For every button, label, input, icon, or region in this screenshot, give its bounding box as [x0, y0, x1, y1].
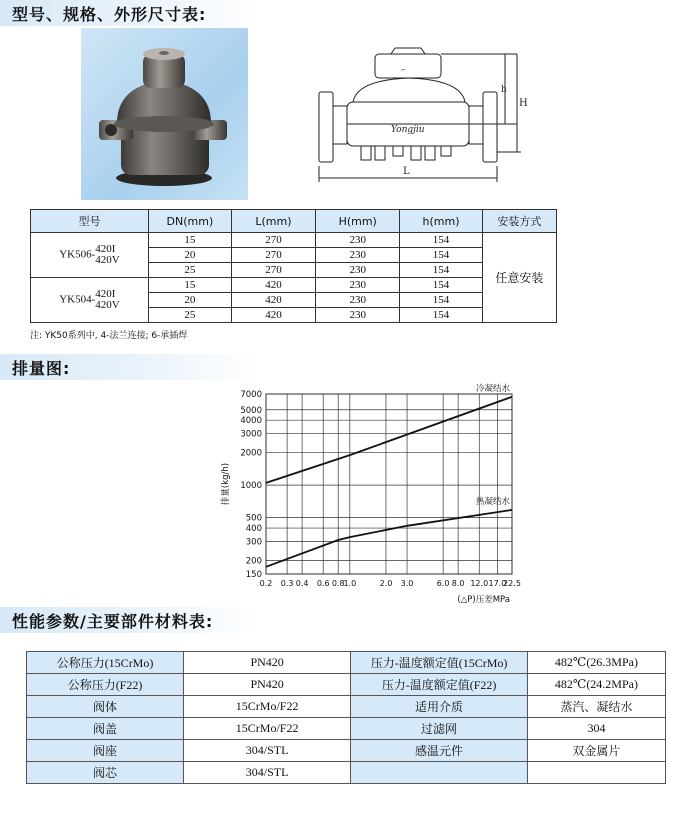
dim-H-label: H: [519, 98, 528, 109]
cell-dn: 25: [148, 308, 231, 323]
cell-dn: 20: [148, 293, 231, 308]
svg-text:⌐: ⌐: [401, 67, 407, 74]
perf-label: [351, 762, 528, 784]
dim-h-label: h: [501, 85, 507, 95]
series-label: 热凝结水: [475, 496, 510, 507]
x-tick-label: 12.0: [470, 579, 489, 588]
section-title-spec: [0, 0, 260, 26]
x-axis-label: (△P)压差MPa: [457, 595, 510, 605]
cell-dn: 15: [148, 233, 231, 248]
model-variant: 420V: [95, 299, 120, 311]
table-row: [27, 674, 666, 696]
col-header: 型号: [31, 210, 149, 233]
cell-l: 420: [231, 308, 315, 323]
perf-label: 公称压力(15CrMo): [27, 652, 184, 674]
x-tick-label: 0.6: [316, 579, 330, 588]
section-title-flow-text: 排量图:: [12, 359, 71, 378]
perf-value: PN420: [184, 674, 351, 696]
section-title-flow: [0, 354, 260, 380]
dim-L-label: L: [403, 166, 410, 177]
table-row: [27, 718, 666, 740]
series-line: [266, 510, 512, 567]
perf-value: 304/STL: [184, 740, 351, 762]
model-prefix: YK504-: [59, 293, 96, 306]
perf-table: [26, 651, 666, 784]
y-axis-label: 排量(kg/h): [221, 462, 231, 506]
cell-H: 230: [316, 308, 400, 323]
perf-value: 15CrMo/F22: [184, 718, 351, 740]
cell-l: 420: [231, 293, 315, 308]
x-tick-label: 8.0: [451, 579, 465, 588]
x-tick-label: 6.0: [436, 579, 450, 588]
cell-l: 270: [231, 263, 315, 278]
install-cell: 任意安装: [482, 233, 556, 323]
model-cell: [31, 233, 149, 278]
section-title-perf-text: 性能参数/主要部件材料表:: [12, 612, 214, 631]
cell-H: 230: [316, 248, 400, 263]
y-tick-label: 300: [245, 537, 262, 548]
x-tick-label: 17.0: [488, 579, 507, 588]
cell-H: 230: [316, 263, 400, 278]
table-row: [27, 652, 666, 674]
model-variant: 420V: [95, 254, 120, 266]
perf-label: 过滤网: [351, 718, 528, 740]
cell-h: 154: [400, 233, 482, 248]
dimension-drawing-svg: [305, 40, 530, 190]
plot-frame: [266, 394, 512, 574]
x-tick-label: 0.3: [280, 579, 294, 588]
x-tick-label: 0.2: [259, 579, 273, 588]
cell-h: 154: [400, 278, 482, 293]
y-tick-label: 4000: [240, 416, 262, 427]
y-tick-label: 200: [245, 556, 262, 567]
y-tick-label: 500: [245, 513, 262, 524]
perf-label: 压力-温度额定值(15CrMo): [351, 652, 528, 674]
y-tick-label: 1000: [240, 481, 262, 492]
y-tick-label: 5000: [240, 405, 262, 416]
perf-label: 阀盖: [27, 718, 184, 740]
spec-note: 注: YK50系列中, 4-法兰连接; 6-承插焊: [30, 331, 188, 341]
model-variant: 420I: [95, 243, 116, 255]
spec-table: [30, 209, 557, 323]
steam-trap-image: [81, 28, 248, 200]
table-row: [31, 233, 557, 248]
cell-H: 230: [316, 293, 400, 308]
col-header: 安装方式: [482, 210, 556, 233]
section-title-spec-text: 型号、规格、外形尺寸表:: [12, 5, 207, 24]
table-row: [27, 696, 666, 718]
cell-l: 270: [231, 233, 315, 248]
cell-dn: 15: [148, 278, 231, 293]
cell-h: 154: [400, 248, 482, 263]
flow-chart-svg: [200, 378, 530, 610]
perf-label: 适用介质: [351, 696, 528, 718]
perf-value: 双金属片: [527, 740, 665, 762]
perf-value: 15CrMo/F22: [184, 696, 351, 718]
col-header: DN(mm): [148, 210, 231, 233]
cell-dn: 20: [148, 248, 231, 263]
y-tick-label: 3000: [240, 429, 262, 440]
y-tick-label: 400: [245, 524, 262, 535]
x-tick-label: 1.0: [343, 579, 357, 588]
perf-value: 304/STL: [184, 762, 351, 784]
cell-l: 420: [231, 278, 315, 293]
model-cell: [31, 278, 149, 323]
perf-label: 阀体: [27, 696, 184, 718]
x-tick-label: 0.4: [295, 579, 309, 588]
x-tick-label: 2.0: [379, 579, 393, 588]
perf-value: PN420: [184, 652, 351, 674]
y-tick-label: 2000: [240, 448, 262, 459]
perf-label: 感温元件: [351, 740, 528, 762]
perf-value: [527, 762, 665, 784]
model-variants: [95, 289, 119, 311]
y-tick-label: 7000: [240, 390, 262, 400]
cell-h: 154: [400, 263, 482, 278]
x-tick-label: 0.8: [331, 579, 345, 588]
product-photo: [81, 28, 248, 200]
cell-H: 230: [316, 233, 400, 248]
cell-h: 154: [400, 308, 482, 323]
dimension-drawing: [305, 40, 530, 190]
cell-dn: 25: [148, 263, 231, 278]
perf-value: 482℃(24.2MPa): [527, 674, 665, 696]
series-label: 冷凝结水: [475, 383, 510, 394]
perf-label: 压力-温度额定值(F22): [351, 674, 528, 696]
x-tick-label: 3.0: [400, 579, 414, 588]
drawing-logo: Yongjiu: [391, 125, 425, 135]
table-row: [27, 762, 666, 784]
cell-H: 230: [316, 278, 400, 293]
flow-chart: [200, 378, 530, 610]
table-row: [27, 740, 666, 762]
perf-value: 304: [527, 718, 665, 740]
x-tick-label: 22.5: [503, 579, 521, 588]
model-variant: 420I: [95, 288, 116, 300]
perf-value: 蒸汽、凝结水: [527, 696, 665, 718]
y-tick-label: 150: [245, 570, 262, 580]
perf-label: 阀座: [27, 740, 184, 762]
col-header: L(mm): [231, 210, 315, 233]
col-header: h(mm): [400, 210, 482, 233]
cell-l: 270: [231, 248, 315, 263]
model-prefix: YK506-: [59, 248, 96, 261]
col-header: H(mm): [316, 210, 400, 233]
perf-label: 阀芯: [27, 762, 184, 784]
table-row: [31, 278, 557, 293]
cell-h: 154: [400, 293, 482, 308]
section-title-perf: [0, 607, 260, 633]
perf-label: 公称压力(F22): [27, 674, 184, 696]
spec-table-header: [31, 210, 557, 233]
model-variants: [95, 244, 119, 266]
perf-value: 482℃(26.3MPa): [527, 652, 665, 674]
